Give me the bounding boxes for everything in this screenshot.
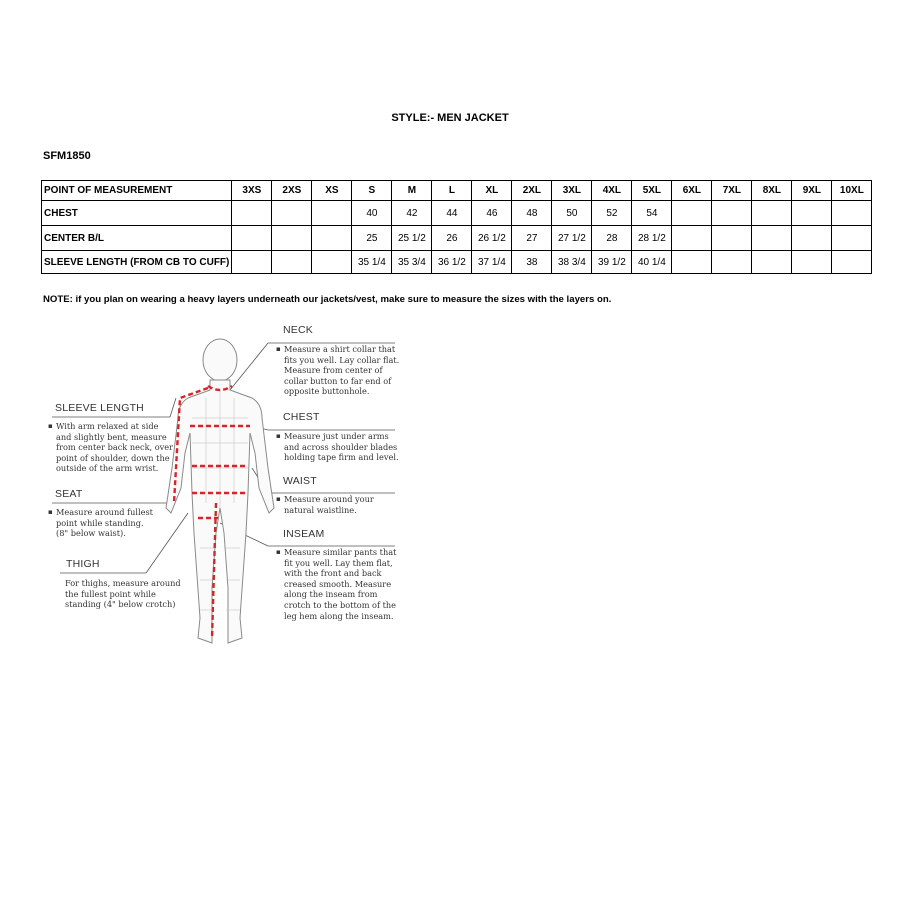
table-cell: 38 (512, 251, 552, 274)
header-cell: 2XS (272, 181, 312, 201)
table-cell: 26 1/2 (472, 226, 512, 251)
header-cell: XL (472, 181, 512, 201)
size-chart-table (41, 180, 872, 274)
table-cell: 35 1/4 (352, 251, 392, 274)
table-cell (232, 201, 272, 226)
table-cell (792, 201, 832, 226)
neck-description: ▪ Measure a shirt collar that fits you well. Lay collar flat. Measure from center of collar button to far end of opposite buttonhole. (284, 344, 399, 397)
table-cell: 44 (432, 201, 472, 226)
table-cell (792, 251, 832, 274)
sleeve-length-description: ▪ With arm relaxed at side and slightly bent, measure from center back neck, over point of shoulder, down the outside of the arm wrist. (56, 421, 173, 474)
measurement-name-cell: CHEST (42, 201, 232, 226)
header-cell: 2XL (512, 181, 552, 201)
table-cell (712, 226, 752, 251)
header-cell: 8XL (752, 181, 792, 201)
table-cell: 25 (352, 226, 392, 251)
table-cell (832, 251, 872, 274)
neck-label: NECK (283, 324, 313, 336)
inseam-description: ▪ Measure similar pants that fit you well. Lay them flat, with the front and back creased smooth. Measure along the inseam from crotch to the bottom of the leg hem along the inseam. (284, 547, 396, 621)
layering-note: NOTE: if you plan on wearing a heavy layers underneath our jackets/vest, make sure to measure the sizes with the layers on. (43, 294, 612, 305)
table-cell: 38 3/4 (552, 251, 592, 274)
header-cell: XS (312, 181, 352, 201)
table-cell (312, 226, 352, 251)
table-cell: 36 1/2 (432, 251, 472, 274)
table-cell (312, 201, 352, 226)
table-cell: 39 1/2 (592, 251, 632, 274)
chest-description: ▪ Measure just under arms and across shoulder blades holding tape firm and level. (284, 431, 399, 463)
thigh-label: THIGH (66, 558, 100, 570)
seat-description: ▪ Measure around fullest point while standing. (8" below waist). (56, 507, 153, 539)
waist-description: ▪ Measure around your natural waistline. (284, 494, 374, 515)
header-cell: POINT OF MEASUREMENT (42, 181, 232, 201)
table-cell: 26 (432, 226, 472, 251)
thigh-description: For thighs, measure around the fullest point while standing (4" below crotch) (65, 578, 181, 610)
style-code: SFM1850 (43, 150, 91, 162)
table-row (42, 201, 872, 226)
page-title: STYLE:- MEN JACKET (391, 112, 509, 124)
sleeve-length-label: SLEEVE LENGTH (55, 402, 144, 414)
table-cell (752, 251, 792, 274)
header-cell: M (392, 181, 432, 201)
header-cell: S (352, 181, 392, 201)
table-cell: 25 1/2 (392, 226, 432, 251)
table-cell (792, 226, 832, 251)
header-cell: 3XL (552, 181, 592, 201)
table-cell (272, 226, 312, 251)
table-cell: 40 1/4 (632, 251, 672, 274)
table-cell (232, 226, 272, 251)
table-cell: 50 (552, 201, 592, 226)
table-cell: 52 (592, 201, 632, 226)
table-row (42, 226, 872, 251)
inseam-label: INSEAM (283, 528, 325, 540)
table-cell: 54 (632, 201, 672, 226)
table-cell (272, 251, 312, 274)
table-cell: 27 (512, 226, 552, 251)
table-cell: 46 (472, 201, 512, 226)
table-cell (672, 201, 712, 226)
table-cell (272, 201, 312, 226)
seat-label: SEAT (55, 488, 83, 500)
table-cell (752, 201, 792, 226)
table-cell (752, 226, 792, 251)
table-row (42, 251, 872, 274)
measurement-guide-figure (40, 318, 400, 663)
table-cell (832, 226, 872, 251)
table-cell (712, 251, 752, 274)
table-cell (712, 201, 752, 226)
header-cell: L (432, 181, 472, 201)
table-header-row (42, 181, 872, 201)
header-cell: 6XL (672, 181, 712, 201)
table-cell: 37 1/4 (472, 251, 512, 274)
header-cell: 10XL (832, 181, 872, 201)
header-cell: 4XL (592, 181, 632, 201)
table-cell (672, 226, 712, 251)
header-cell: 3XS (232, 181, 272, 201)
measurement-name-cell: CENTER B/L (42, 226, 232, 251)
table-cell (672, 251, 712, 274)
chest-label: CHEST (283, 411, 320, 423)
table-cell: 28 1/2 (632, 226, 672, 251)
header-cell: 5XL (632, 181, 672, 201)
header-cell: 9XL (792, 181, 832, 201)
table-cell: 40 (352, 201, 392, 226)
table-cell: 35 3/4 (392, 251, 432, 274)
table-cell (312, 251, 352, 274)
measurement-name-cell: SLEEVE LENGTH (FROM CB TO CUFF) (42, 251, 232, 274)
table-cell (832, 201, 872, 226)
header-cell: 7XL (712, 181, 752, 201)
table-cell: 48 (512, 201, 552, 226)
waist-label: WAIST (283, 475, 317, 487)
table-cell: 28 (592, 226, 632, 251)
table-cell (232, 251, 272, 274)
table-cell: 27 1/2 (552, 226, 592, 251)
table-cell: 42 (392, 201, 432, 226)
